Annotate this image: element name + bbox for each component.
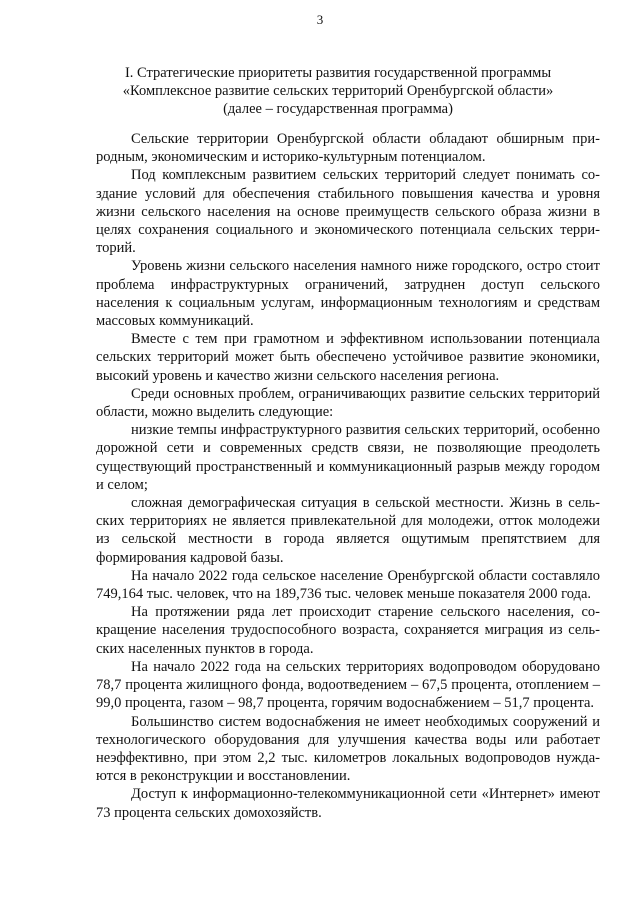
- paragraph-12: Доступ к информационно-телекоммуникационной сети «Интернет» имеют 73 процента сельских домохозяйств.: [96, 786, 600, 821]
- paragraph-3: Уровень жизни сельского населения намного ниже городского, остро стоит проблема инфраструктурных ограничений, затруднен доступ сельского населения к социальным услугам, информационным технологиям и средствам массовых коммуникаций.: [96, 258, 600, 330]
- body-text: [96, 130, 600, 822]
- paragraph-7: сложная демографическая ситуация в сельской местности. Жизнь в сельских территориях не является привлекательной для молодежи, отток молодежи из сельской местности в города является ощутимым препятствием для формирования кадровой базы.: [96, 495, 600, 566]
- paragraph-8: На начало 2022 года сельское население Оренбургской области составляло 749,164 тыс. человек, что на 189,736 тыс. человек меньше показателя 2000 года.: [96, 567, 600, 603]
- section-heading: [96, 64, 580, 118]
- heading-line-2: «Комплексное развитие сельских территорий Оренбургской области»: [122, 83, 554, 99]
- paragraph-2: Под комплексным развитием сельских территорий следует понимать создание условий для обеспечения стабильного повышения качества и уровня жизни сельского населения на основе преимуществ сельского образа жизни в целях сохранения социального и экономического потенциала сельских территорий.: [96, 167, 600, 257]
- paragraph-10: На начало 2022 года на сельских территориях водопроводом оборудовано 78,7 процента жилищного фонда, водоотведением – 67,5 процента, отоплением – 99,0 процента, газом – 98,7 процента, горячим водоснабжением – 51,7 процента.: [96, 658, 600, 712]
- heading-line-1: I. Стратегические приоритеты развития государственной программы: [124, 65, 552, 81]
- paragraph-4: Вместе с тем при грамотном и эффективном использовании потенциала сельских территорий может быть обеспечено устойчивое развитие экономики, высокий уровень и качество жизни сельского населения региона.: [96, 331, 600, 384]
- paragraph-5: Среди основных проблем, ограничивающих развитие сельских территорий области, можно выделить следующие:: [96, 385, 600, 421]
- paragraph-11: Большинство систем водоснабжения не имеет необходимых сооружений и технологического оборудования для улучшения качества воды или работает неэффективно, при этом 2,2 тыс. километров локальных водопроводов нуждаются в реконструкции и восстановлении.: [96, 713, 600, 785]
- paragraph-9: На протяжении ряда лет происходит старение сельского населения, сокращение населения трудоспособного возраста, сохраняется миграция из сельских населенных пунктов в города.: [96, 604, 600, 657]
- heading-line-3: (далее – государственная программа): [223, 101, 453, 117]
- paragraph-6: низкие темпы инфраструктурного развития сельских территорий, особенно дорожной сети и современных средств связи, не позволяющие преодолеть существующий пространственный и коммуникационный разрыв между городом и селом;: [96, 422, 600, 493]
- paragraph-1: Сельские территории Оренбургской области обладают обширным природным, экономическим и историко-культурным потенциалом.: [96, 131, 600, 166]
- page-number: 3: [316, 12, 324, 27]
